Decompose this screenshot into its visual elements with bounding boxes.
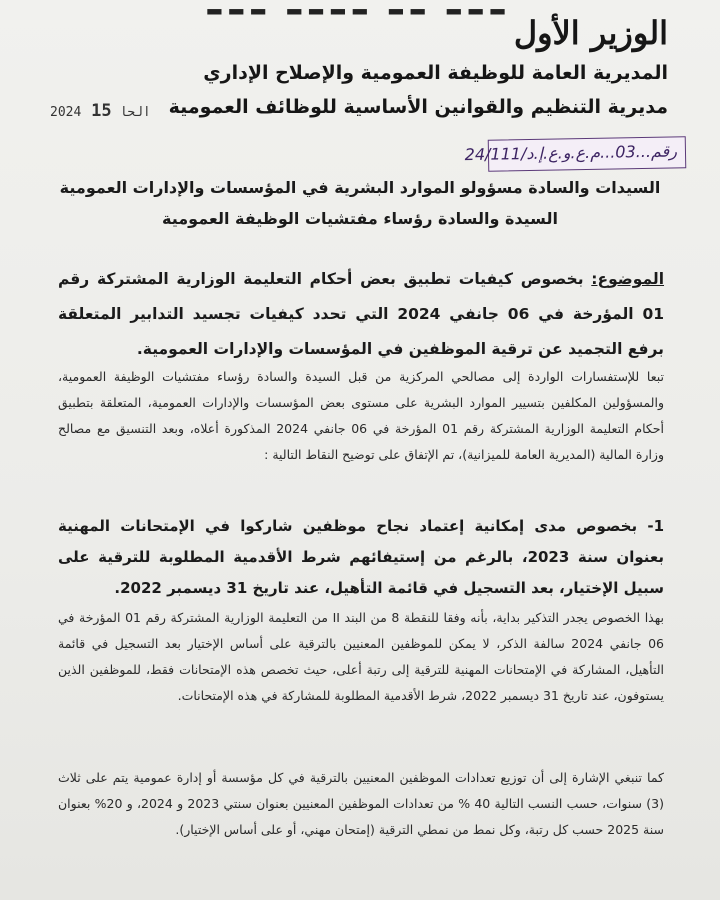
addressee-line: السيدة والسادة رؤساء مفتشيات الوظيفة العمومية <box>162 209 558 228</box>
date-stamp-rest: 2024 الحا <box>50 105 151 120</box>
body-paragraph: تبعا للإستفسارات الواردة إلى مصالحي المركزية من قبل السيدة والسادة رؤساء مفتشيات الوظيفة العمومية، والمسؤولين المكلفين بتسيير الموارد البشرية على مستوى بعض المؤسسات والإدارات العمومية، المتعلقة بتطبيق أحكام التعليمة الوزارية المشتركة رقم 01 المؤرخة في 06 جانفي 2024 المذكورة أعلاه، وبعد التنسيق مع مصالح وزارة المالية (المديرية العامة للميزانية)، تم الإتفاق على توضيح النقاط التالية : <box>58 369 664 462</box>
date-stamp <box>50 101 151 121</box>
body-paragraph: كما تنبغي الإشارة إلى أن توزيع تعدادات الموظفين المعنيين بالترقية في كل مؤسسة أو إدارة عمومية يتم على ثلاث (3) سنوات، حسب النسب التالية 40 % من تعدادات الموظفين المعنيين بعنوان سنتي 2023 و 2024، و 20% بعنوان سنة 2025 حسب كل رتبة، وكل نمط من نمطي الترقية (إمتحان مهني، أو على أساس الإختيار). <box>58 770 664 837</box>
issuer-subdirectorate: مديرية التنظيم والقوانين الأساسية للوظائف العمومية <box>168 96 668 118</box>
subject-label: الموضوع: <box>591 270 665 288</box>
numbered-point-1: 1- بخصوص مدى إمكانية إعتماد نجاح موظفين شاركوا في الإمتحانات المهنية بعنوان سنة 2023، بالرغم من إستيفائهم شرط الأقدمية المطلوبة للترقية على سبيل الإختيار، بعد التسجيل في قائمة التأهيل، عند تاريخ 31 ديسمبر 2022. <box>58 517 664 597</box>
cut-off-top-line: ▂▂▂ ▂▂ ▂▂▂▂ ▂▂▂ <box>207 0 513 15</box>
addressee-line: السيدات والسادة مسؤولو الموارد البشرية في المؤسسات والإدارات العمومية <box>59 178 661 197</box>
body-paragraph: بهذا الخصوص يجدر التذكير بداية، بأنه وفقا للنقطة 8 من البند II من التعليمة الوزارية المشتركة رقم 01 المؤرخة في 06 جانفي 2024 سالفة الذكر، لا يمكن للموظفين المعنيين بالترقية على أساس الإختيار بعد التسجيل في قائمة التأهيل، المشاركة في الإمتحانات المهنية للترقية إلى رتبة أعلى، حيث تخصص هذه الإمتحانات فقط، للموظفين الذين يستوفون، عند تاريخ 31 ديسمبر 2022، شرط الأقدمية المطلوبة للمشاركة في هذه الإمتحانات. <box>58 610 664 703</box>
reference-number-stamp: رقم...03...م.ع.و.ع.إ.د/24/111 <box>488 136 687 171</box>
date-stamp-day: 15 <box>91 101 112 121</box>
issuer-directorate: المديرية العامة للوظيفة العمومية والإصلاح الإداري <box>203 62 668 84</box>
addressees <box>40 178 680 240</box>
issuer-title: الوزير الأول <box>513 14 668 52</box>
subject-text: بخصوص كيفيات تطبيق بعض أحكام التعليمة الوزارية المشتركة رقم 01 المؤرخة في 06 جانفي 2024 التي تحدد كيفيات تجسيد التدابير المتعلقة برفع التجميد عن ترقية الموظفين في المؤسسات والإدارات العمومية. <box>58 270 665 358</box>
subject-line <box>58 262 664 367</box>
